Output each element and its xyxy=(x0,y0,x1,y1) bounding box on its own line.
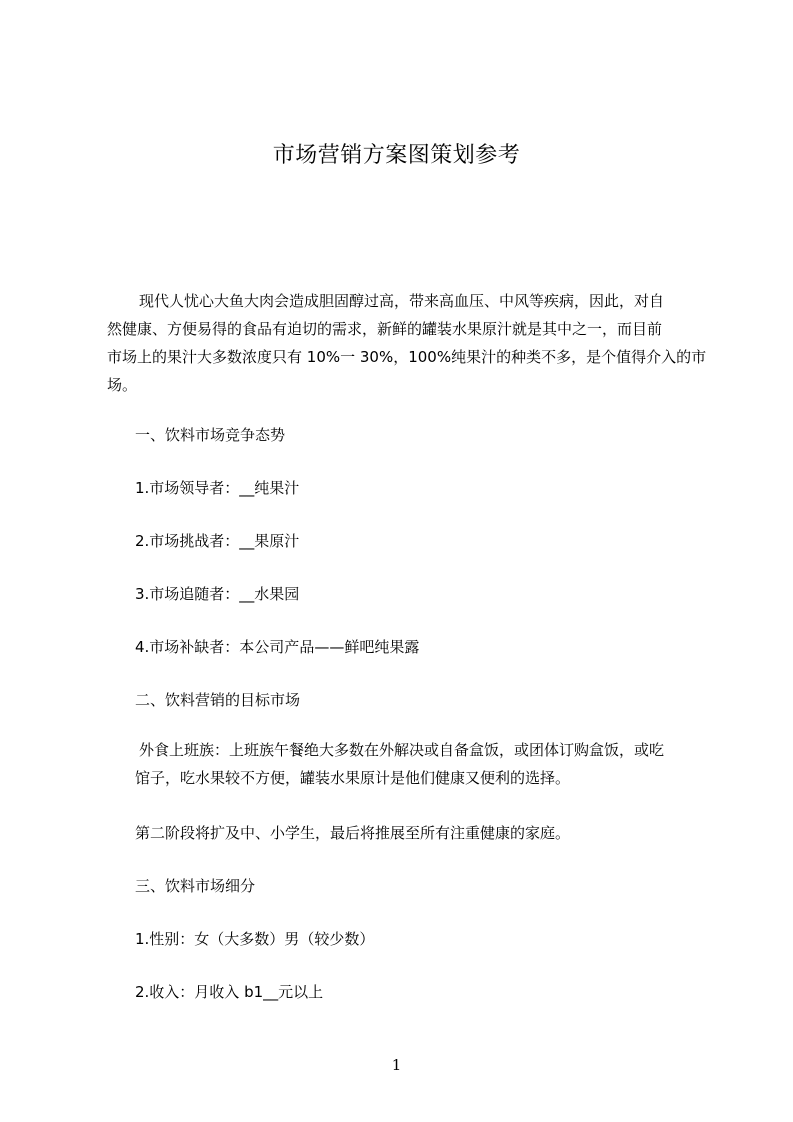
list-item: 4.市场补缺者：本公司产品——鲜吧纯果露 xyxy=(135,638,420,656)
paragraph-line: 外食上班族：上班族午餐绝大多数在外解决或自备盒饭，或团体订购盒饭，或吃 xyxy=(139,741,665,759)
intro-paragraph xyxy=(105,287,710,399)
intro-line: 市场上的果汁大多数浓度只有 10%一 30%，100%纯果汁的种类不多，是个值得介入的市 xyxy=(107,348,707,366)
list-item: 2.收入：月收入 b1__元以上 xyxy=(135,983,324,1001)
intro-line: 场。 xyxy=(107,376,138,394)
intro-line: 现代人忧心大鱼大肉会造成胆固醇过高，带来高血压、中风等疾病，因此，对自 xyxy=(139,292,665,310)
page-number: 1 xyxy=(391,1056,402,1074)
target-market-paragraph xyxy=(105,736,710,792)
section-heading-segmentation: 三、饮料市场细分 xyxy=(135,877,256,895)
paragraph-line: 馆子，吃水果较不方便，罐装水果原计是他们健康又便利的选择。 xyxy=(135,769,571,787)
list-item: 2.市场挑战者：__果原汁 xyxy=(135,532,300,550)
list-item: 1.市场领导者：__纯果汁 xyxy=(135,479,300,497)
section-heading-competition: 一、饮料市场竞争态势 xyxy=(135,426,286,444)
section-heading-target-market: 二、饮料营销的目标市场 xyxy=(135,691,301,709)
page-title: 市场营销方案图策划参考 xyxy=(272,143,521,168)
list-item: 3.市场追随者：__水果园 xyxy=(135,585,300,603)
stage-two-paragraph: 第二阶段将扩及中、小学生，最后将推展至所有注重健康的家庭。 xyxy=(135,824,571,842)
intro-line: 然健康、方便易得的食品有迫切的需求，新鲜的罐装水果原汁就是其中之一，而目前 xyxy=(107,320,663,338)
list-item: 1.性别：女（大多数）男（较少数） xyxy=(135,930,375,948)
